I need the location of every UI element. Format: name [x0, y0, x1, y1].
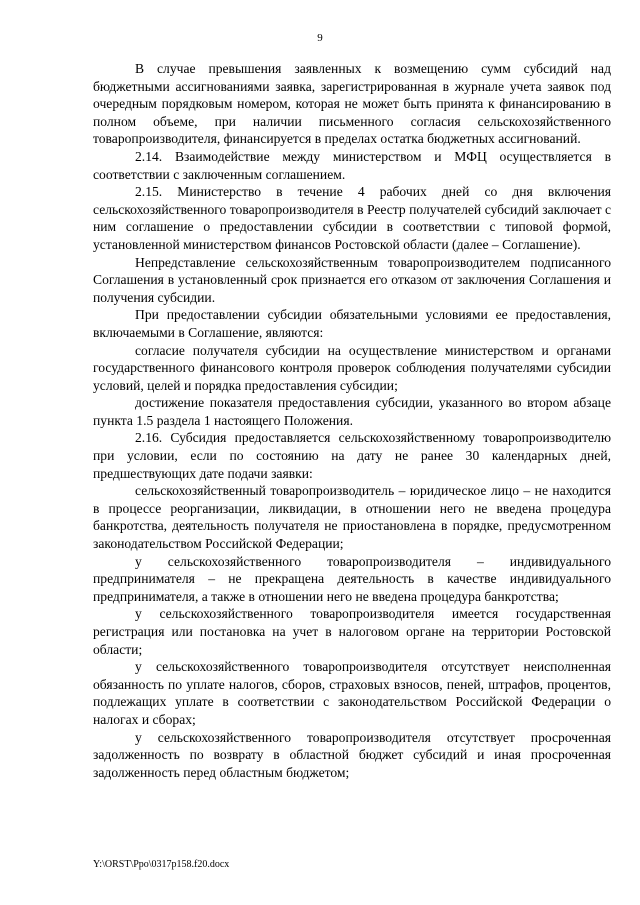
file-path-footer: Y:\ORST\Ppo\0317p158.f20.docx	[93, 859, 230, 870]
paragraph: 2.16. Субсидия предоставляется сельскохозяйственному товаропроизводителю при условии, если по состоянию на дату не ранее 30 календарных дней, предшествующих дате подачи заявки:	[93, 430, 611, 481]
paragraph: у сельскохозяйственного товаропроизводителя отсутствует просроченная задолженность по возврату в областной бюджет субсидий и иная просроченная задолженность перед областным бюджетом;	[93, 729, 611, 780]
paragraph: у сельскохозяйственного товаропроизводителя имеется государственная регистрация или постановка на учет в налоговом органе на территории Ростовской области;	[93, 606, 611, 657]
paragraph: достижение показателя предоставления субсидии, указанного во втором абзаце пункта 1.5 раздела 1 настоящего Положения.	[93, 395, 611, 428]
paragraph: сельскохозяйственный товаропроизводитель – юридическое лицо – не находится в процессе реорганизации, ликвидации, в отношении него не введена процедура банкротства, деятельность получателя не приостановлена в порядке, предусмотренном законодательством Российской Федерации;	[93, 483, 611, 552]
paragraph: у сельскохозяйственного товаропроизводителя отсутствует неисполненная обязанность по уплате налогов, сборов, страховых взносов, пеней, штрафов, процентов, подлежащих уплате в соответствии с законодательством Российской Федерации о налогах и сборах;	[93, 659, 611, 727]
page-number: 9	[317, 32, 323, 44]
paragraph: При предоставлении субсидии обязательными условиями ее предоставления, включаемыми в Соглашение, являются:	[93, 307, 611, 340]
paragraph: В случае превышения заявленных к возмещению сумм субсидий над бюджетными ассигнованиями заявка, зарегистрированная в журнале учета заявок под очередным порядковым номером, которая не может быть принята к финансированию в полном объеме, при наличии письменного согласия сельскохозяйственного товаропроизводителя, финансируется в пределах остатка бюджетных ассигнований.	[93, 61, 611, 147]
paragraph: согласие получателя субсидии на осуществление министерством и органами государственного финансового контроля проверок соблюдения получателями субсидии условий, целей и порядка предоставления субсидии;	[93, 342, 611, 393]
paragraph: Непредставление сельскохозяйственным товаропроизводителем подписанного Соглашения в установленный срок признается его отказом от заключения Соглашения и получения субсидии.	[93, 254, 611, 305]
paragraph: 2.14. Взаимодействие между министерством и МФЦ осуществляется в соответствии с заключенным соглашением.	[93, 148, 611, 182]
paragraph: 2.15. Министерство в течение 4 рабочих дней со дня включения сельскохозяйственного товаропроизводителя в Реестр получателей субсидий заключает с ним соглашение о предоставлении субсидии в соответствии с типовой формой, установленной министерством финансов Ростовской области (далее – Соглашение).	[93, 184, 611, 252]
document-body	[93, 60, 611, 781]
paragraph: у сельскохозяйственного товаропроизводителя – индивидуального предпринимателя – не прекращена деятельность в качестве индивидуального предпринимателя, а также в отношении него не введена процедура банкротства;	[93, 553, 611, 604]
